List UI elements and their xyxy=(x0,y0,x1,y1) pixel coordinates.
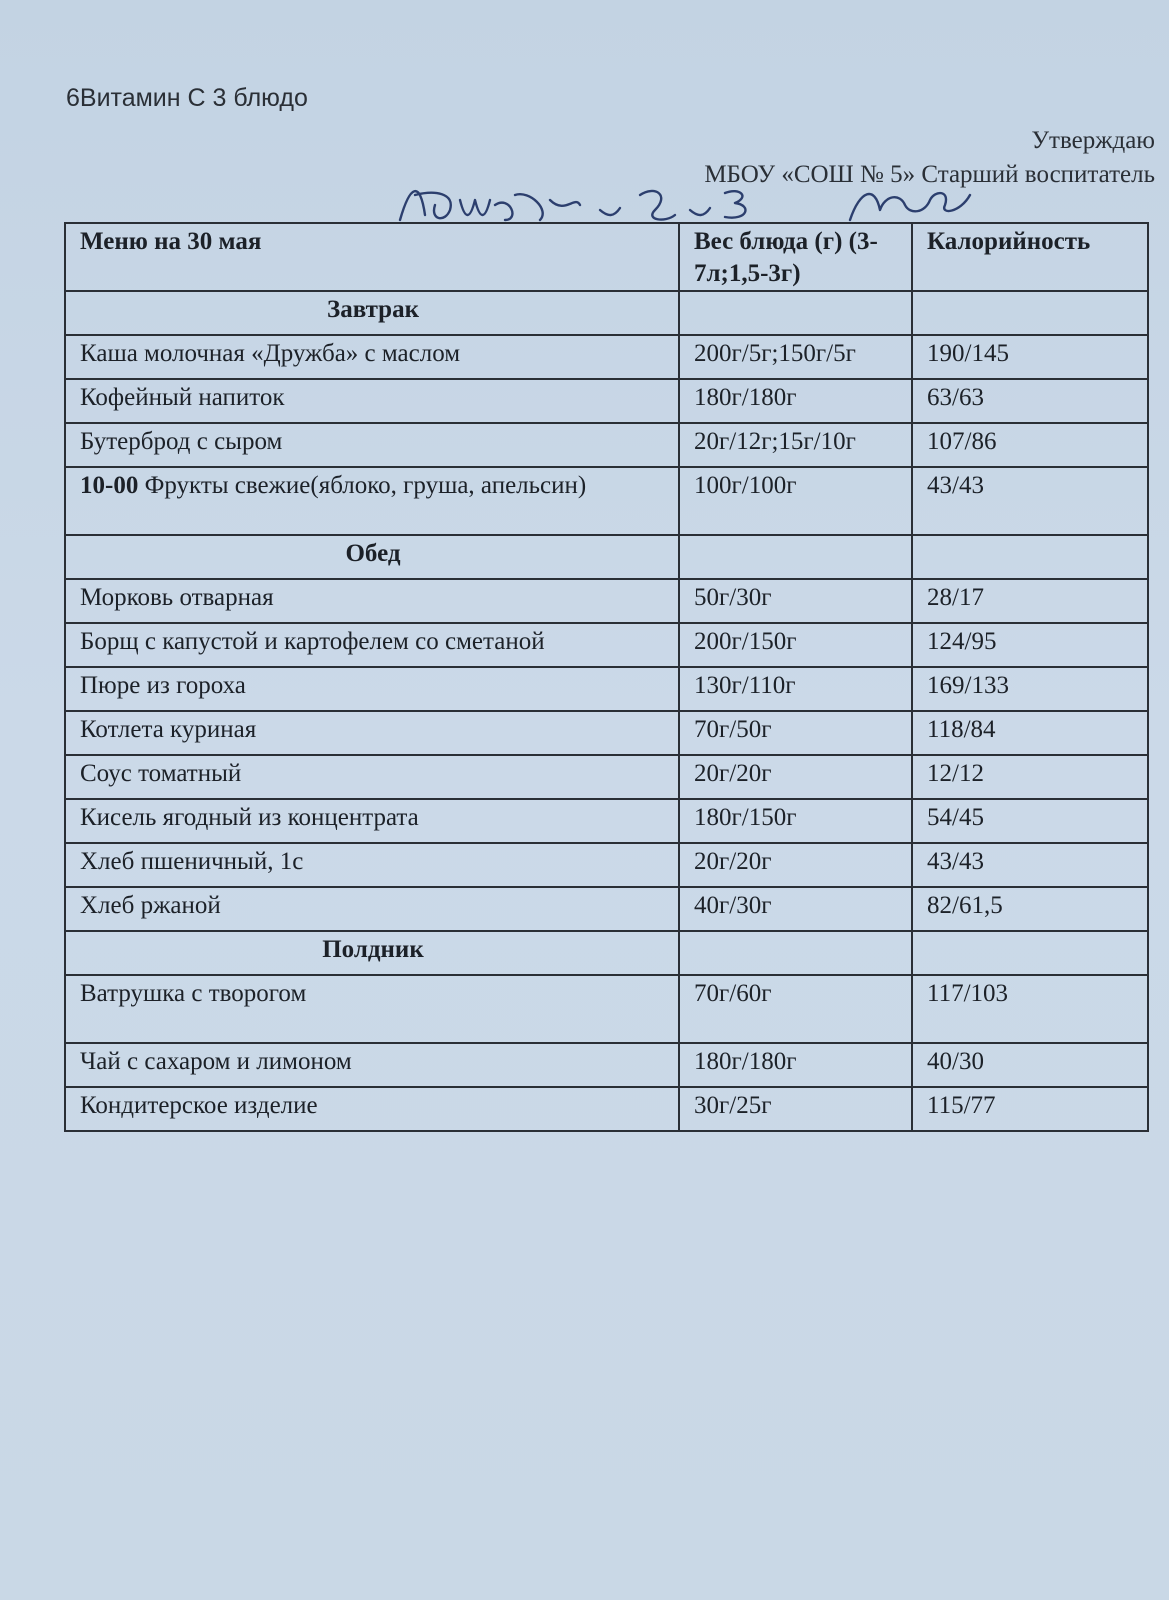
dish-calories: 190/145 xyxy=(912,335,1148,379)
header-note: 6Витамин С 3 блюдо xyxy=(66,84,308,112)
table-row xyxy=(65,975,1148,1043)
section-row-lunch xyxy=(65,535,1148,579)
dish-weight: 200г/150г xyxy=(679,623,912,667)
table-row xyxy=(65,623,1148,667)
table-row xyxy=(65,887,1148,931)
dish-calories: 28/17 xyxy=(912,579,1148,623)
table-row xyxy=(65,579,1148,623)
dish-name: Хлеб пшеничный, 1с xyxy=(65,843,679,887)
table-row xyxy=(65,755,1148,799)
table-row xyxy=(65,711,1148,755)
dish-weight: 180г/180г xyxy=(679,379,912,423)
dish-weight: 40г/30г xyxy=(679,887,912,931)
dish-calories: 107/86 xyxy=(912,423,1148,467)
dish-calories: 54/45 xyxy=(912,799,1148,843)
table-row xyxy=(65,379,1148,423)
table-cell xyxy=(912,931,1148,975)
dish-weight: 70г/60г xyxy=(679,975,912,1043)
dish-weight: 50г/30г xyxy=(679,579,912,623)
dish-name: Соус томатный xyxy=(65,755,679,799)
header-weight: Вес блюда (г) (3-7л;1,5-3г) xyxy=(679,223,912,291)
table-cell xyxy=(679,931,912,975)
table-row xyxy=(65,423,1148,467)
dish-weight: 20г/20г xyxy=(679,843,912,887)
dish-calories: 118/84 xyxy=(912,711,1148,755)
dish-time: 10-00 xyxy=(80,472,139,499)
approval-line-1: Утверждаю xyxy=(1031,127,1155,154)
dish-weight: 20г/20г xyxy=(679,755,912,799)
dish-weight: 200г/5г;150г/5г xyxy=(679,335,912,379)
dish-calories: 63/63 xyxy=(912,379,1148,423)
dish-name: Кофейный напиток xyxy=(65,379,679,423)
table-row xyxy=(65,467,1148,535)
dish-name: Хлеб ржаной xyxy=(65,887,679,931)
dish-weight: 30г/25г xyxy=(679,1087,912,1131)
dish-name: Чай с сахаром и лимоном xyxy=(65,1043,679,1087)
table-cell xyxy=(679,535,912,579)
dish-name xyxy=(65,467,679,535)
menu-table xyxy=(64,222,1149,1132)
section-row-snack xyxy=(65,931,1148,975)
section-title-snack: Полдник xyxy=(65,931,679,975)
dish-name: Морковь отварная xyxy=(65,579,679,623)
dish-calories: 124/95 xyxy=(912,623,1148,667)
dish-weight: 180г/180г xyxy=(679,1043,912,1087)
dish-calories: 40/30 xyxy=(912,1043,1148,1087)
table-cell xyxy=(912,535,1148,579)
dish-weight: 70г/50г xyxy=(679,711,912,755)
header-calories: Калорийность xyxy=(912,223,1148,291)
table-cell xyxy=(912,291,1148,335)
table-cell xyxy=(679,291,912,335)
dish-name: Борщ с капустой и картофелем со сметаной xyxy=(65,623,679,667)
dish-calories: 43/43 xyxy=(912,467,1148,535)
dish-name-text: Фрукты свежие(яблоко, груша, апельсин) xyxy=(144,472,587,499)
table-header-row xyxy=(65,223,1148,291)
dish-weight: 130г/110г xyxy=(679,667,912,711)
table-row xyxy=(65,335,1148,379)
dish-weight: 180г/150г xyxy=(679,799,912,843)
header-menu: Меню на 30 мая xyxy=(65,223,679,291)
dish-name: Ватрушка с творогом xyxy=(65,975,679,1043)
table-row xyxy=(65,799,1148,843)
dish-calories: 115/77 xyxy=(912,1087,1148,1131)
dish-calories: 169/133 xyxy=(912,667,1148,711)
dish-name: Кисель ягодный из концентрата xyxy=(65,799,679,843)
dish-name: Пюре из гороха xyxy=(65,667,679,711)
dish-weight: 100г/100г xyxy=(679,467,912,535)
dish-calories: 82/61,5 xyxy=(912,887,1148,931)
table-row xyxy=(65,843,1148,887)
section-title-lunch: Обед xyxy=(65,535,679,579)
dish-calories: 43/43 xyxy=(912,843,1148,887)
dish-weight: 20г/12г;15г/10г xyxy=(679,423,912,467)
dish-name: Бутерброд с сыром xyxy=(65,423,679,467)
dish-name: Каша молочная «Дружба» с маслом xyxy=(65,335,679,379)
table-row xyxy=(65,667,1148,711)
table-row xyxy=(65,1043,1148,1087)
dish-calories: 12/12 xyxy=(912,755,1148,799)
section-row-breakfast xyxy=(65,291,1148,335)
approval-line-2: МБОУ «СОШ № 5» Старший воспитатель xyxy=(704,161,1155,188)
dish-name: Кондитерское изделие xyxy=(65,1087,679,1131)
section-title-breakfast: Завтрак xyxy=(65,291,679,335)
dish-name: Котлета куриная xyxy=(65,711,679,755)
dish-calories: 117/103 xyxy=(912,975,1148,1043)
table-row xyxy=(65,1087,1148,1131)
